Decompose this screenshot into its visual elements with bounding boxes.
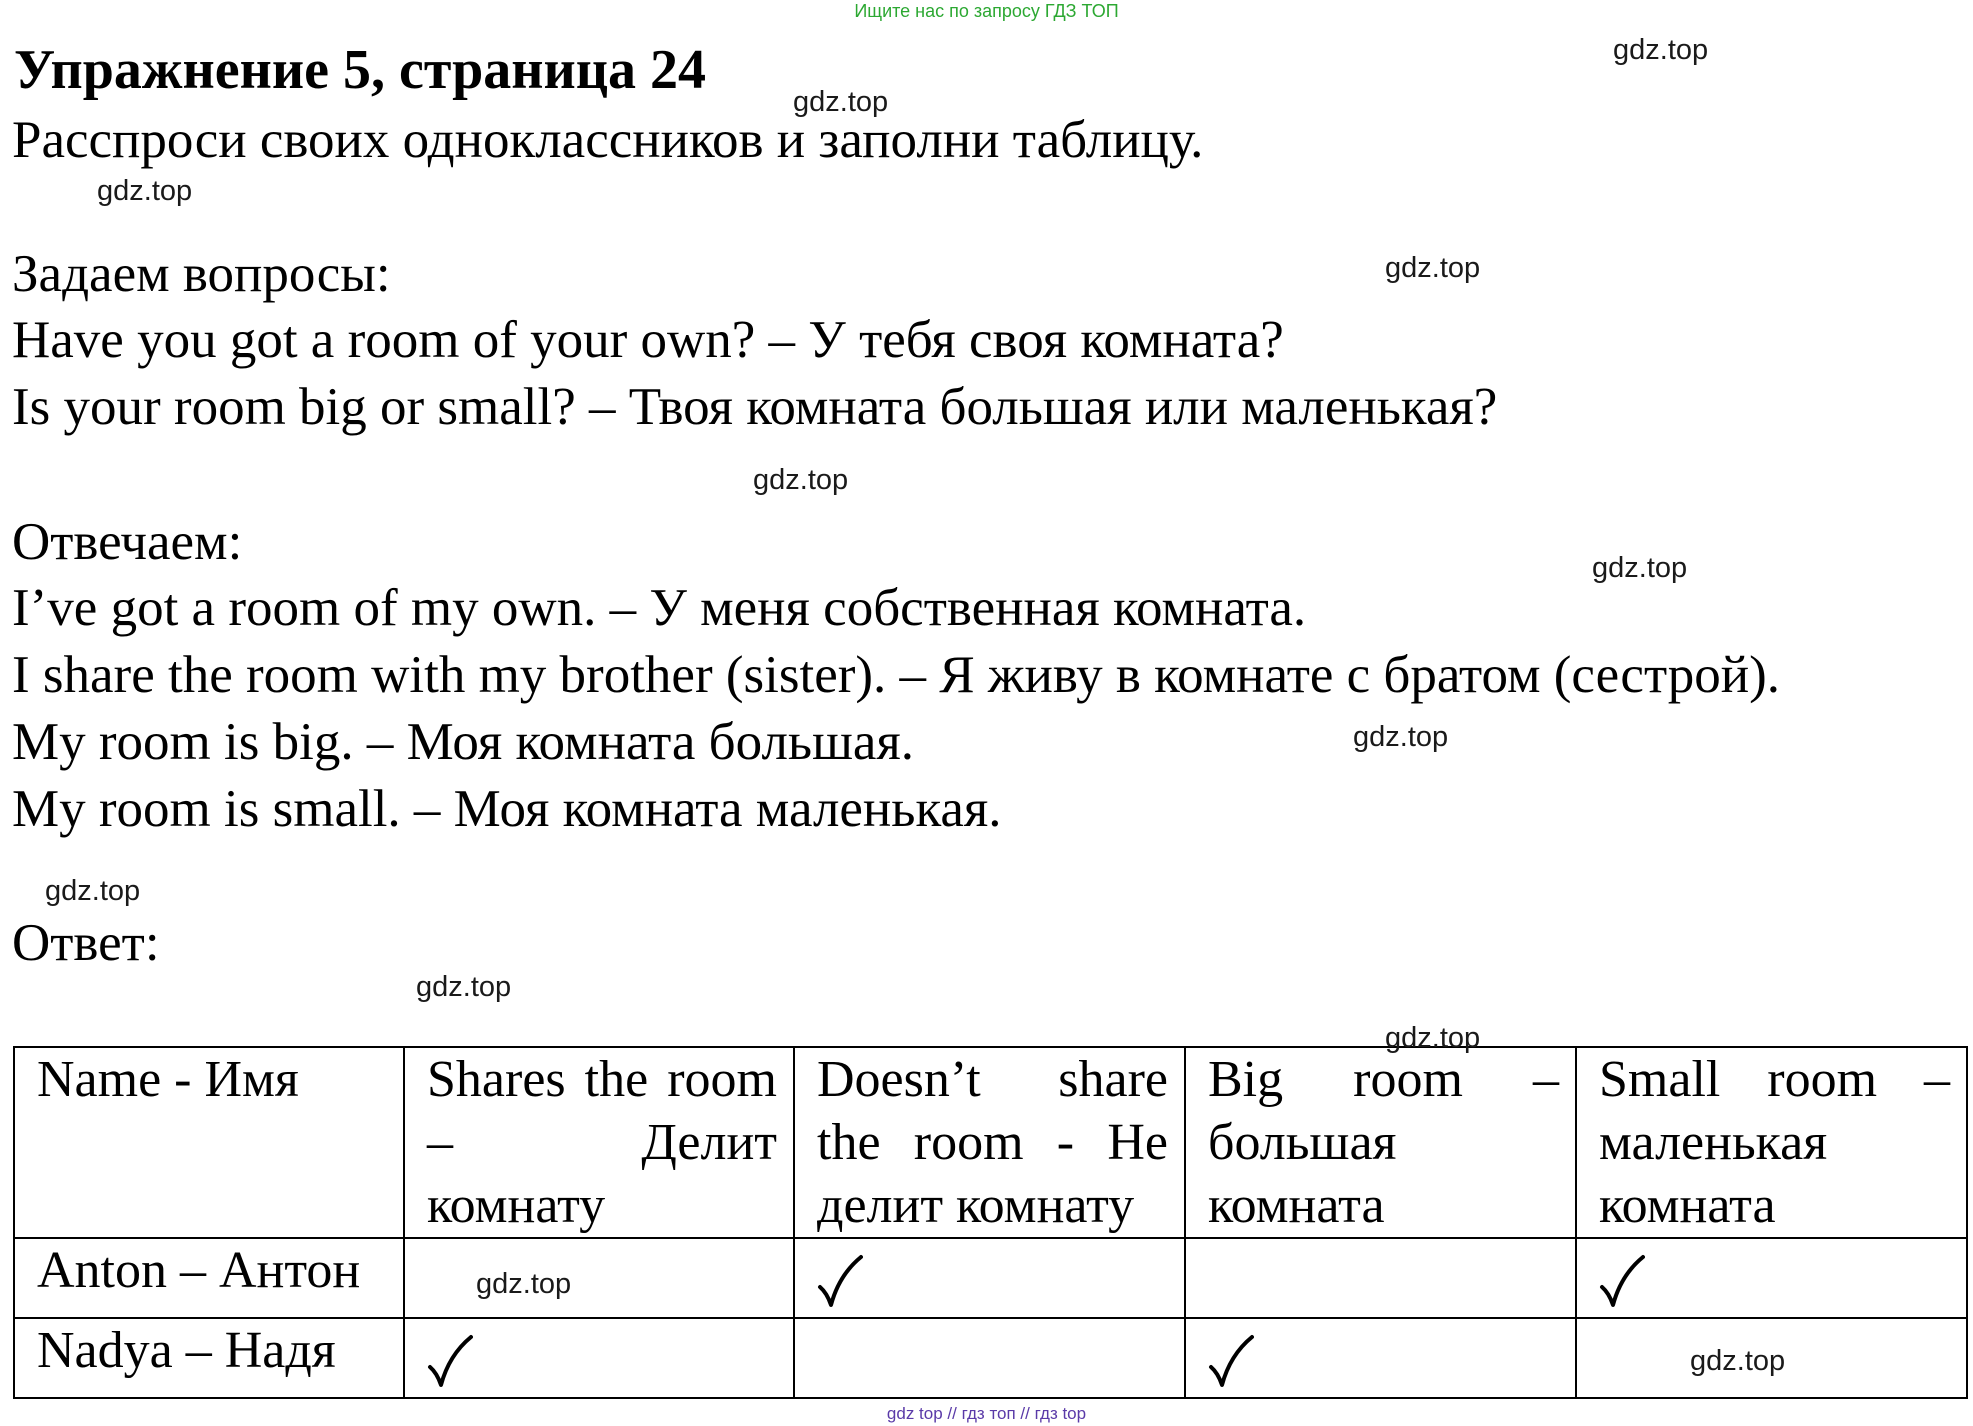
name-cell: Anton – Антон: [14, 1238, 404, 1318]
check-cell: [1185, 1238, 1576, 1318]
answer-line: I’ve got a room of my own. – У меня собственная комната.: [12, 579, 1307, 637]
check-cell: [1576, 1238, 1967, 1318]
watermark: gdz.top: [476, 1268, 572, 1300]
header-cell: Shares the room – Делит комнату: [404, 1047, 794, 1238]
table-row: [14, 1318, 1967, 1398]
check-icon: [1208, 1333, 1254, 1389]
check-cell: [794, 1318, 1185, 1398]
watermark: gdz.top: [793, 86, 889, 118]
watermark: gdz.top: [1385, 252, 1481, 284]
check-icon: [817, 1253, 863, 1309]
header-cell: Doesn’t share the room - Не делит комнату: [794, 1047, 1185, 1238]
top-banner: Ищите нас по запросу ГДЗ ТОП: [854, 1, 1119, 21]
questions-heading: Задаем вопросы:: [12, 245, 391, 303]
watermark: gdz.top: [753, 464, 849, 496]
answer-heading: Ответ:: [12, 914, 160, 972]
watermark: gdz.top: [1353, 721, 1449, 753]
answer-line: My room is small. – Моя комната маленькая.: [12, 780, 1002, 838]
question-line: Is your room big or small? – Твоя комната большая или маленькая?: [12, 378, 1498, 436]
answer-line: I share the room with my brother (sister). – Я живу в комнате с братом (сестрой).: [12, 646, 1781, 704]
check-cell: [1185, 1318, 1576, 1398]
answers-heading: Отвечаем:: [12, 513, 243, 571]
answer-table: [13, 1046, 1968, 1399]
check-cell: [404, 1318, 794, 1398]
header-cell: Name - Имя: [14, 1047, 404, 1238]
bottom-banner: gdz top // гдз топ // гдз top: [886, 1404, 1087, 1423]
watermark: gdz.top: [416, 971, 512, 1003]
answer-line: My room is big. – Моя комната большая.: [12, 713, 915, 771]
watermark: gdz.top: [97, 175, 193, 207]
check-icon: [427, 1333, 473, 1389]
check-cell: [404, 1238, 794, 1318]
name-cell: Nadya – Надя: [14, 1318, 404, 1398]
watermark: gdz.top: [1613, 34, 1709, 66]
watermark: gdz.top: [1385, 1022, 1481, 1054]
header-cell: Small room – маленькая комната: [1576, 1047, 1967, 1238]
table-header-row: [14, 1047, 1967, 1238]
table-row: [14, 1238, 1967, 1318]
watermark: gdz.top: [1592, 552, 1688, 584]
question-line: Have you got a room of your own? – У тебя своя комната?: [12, 311, 1284, 369]
instruction-text: Расспроси своих одноклассников и заполни таблицу.: [12, 111, 1204, 169]
exercise-title: Упражнение 5, страница 24: [14, 39, 707, 101]
header-cell: Big room – большая комната: [1185, 1047, 1576, 1238]
watermark: gdz.top: [45, 875, 141, 907]
watermark: gdz.top: [1690, 1345, 1786, 1377]
check-cell: [794, 1238, 1185, 1318]
check-icon: [1599, 1253, 1645, 1309]
